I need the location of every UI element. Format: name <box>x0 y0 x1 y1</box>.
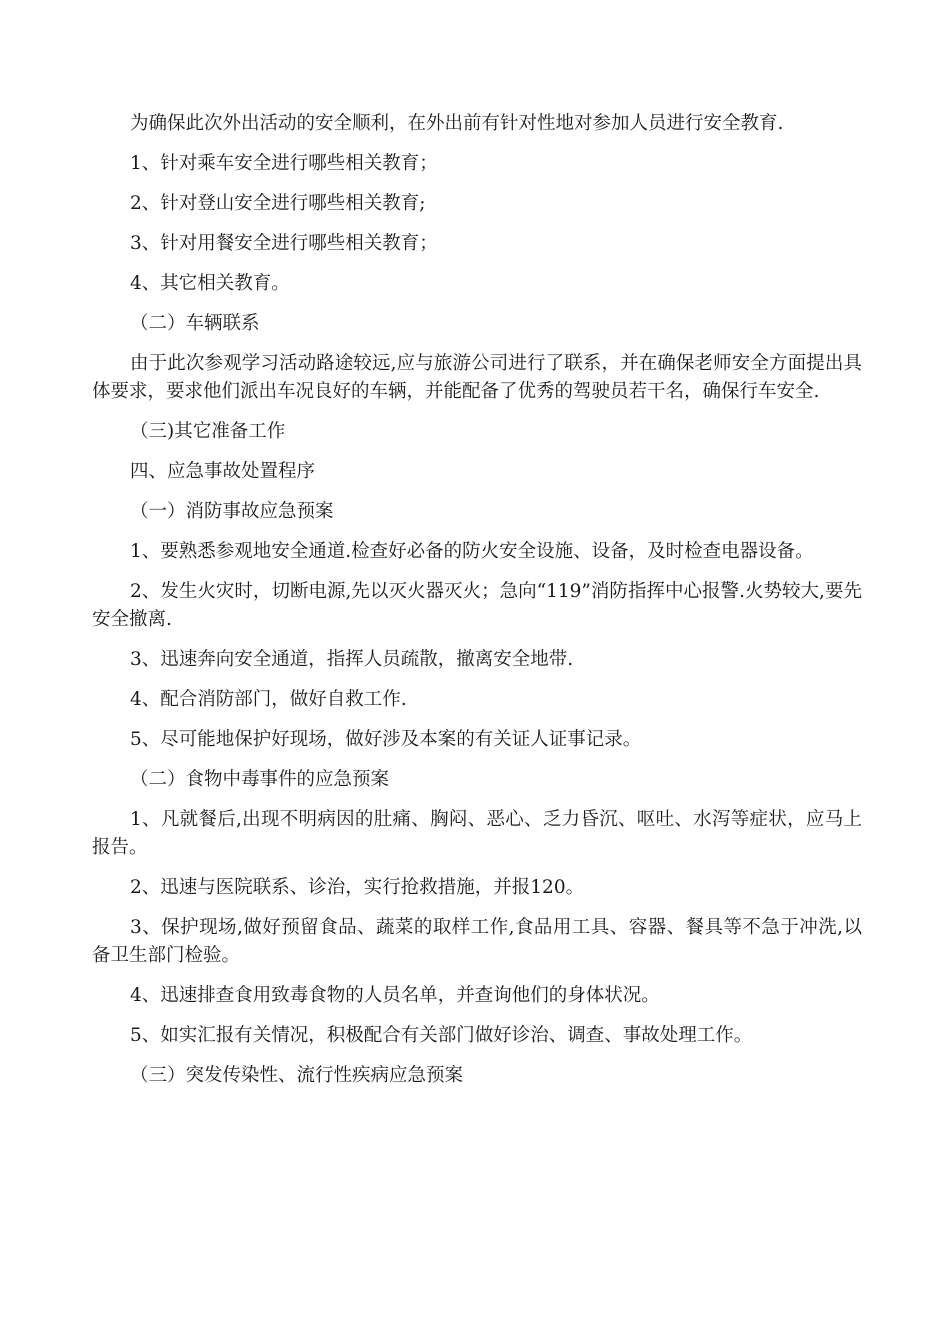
list-item-other-education: 4、其它相关教育。 <box>130 273 290 294</box>
section-heading-epidemic: （三）突发传染性、流行性疾病应急预案 <box>130 1065 464 1086</box>
list-item-dining-safety: 3、针对用餐安全进行哪些相关教育； <box>130 233 438 254</box>
list-item-fire-3: 3、迅速奔向安全通道，指挥人员疏散，撤离安全地带. <box>130 649 574 670</box>
list-item-fire-2: 2、发生火灾时，切断电源,先以灭火器灭火；急向“119”消防指挥中心报警.火势较大,要先安全撤离. <box>92 581 862 630</box>
list-item-food-4: 4、迅速排查食用致毒食物的人员名单，并查询他们的身体状况。 <box>130 985 660 1006</box>
list-item-fire-4: 4、配合消防部门，做好自救工作. <box>130 689 407 710</box>
paragraph-vehicle: 由于此次参观学习活动路途较远,应与旅游公司进行了联系，并在确保老师安全方面提出具体要求，要求他们派出车况良好的车辆，并能配备了优秀的驾驶员若干名，确保行车安全. <box>92 353 862 402</box>
section-heading-fire: （一）消防事故应急预案 <box>130 501 334 522</box>
list-item-fire-5: 5、尽可能地保护好现场，做好涉及本案的有关证人证事记录。 <box>130 729 642 750</box>
document-page <box>92 110 862 1102</box>
list-item-fire-1: 1、要熟悉参观地安全通道.检查好必备的防火安全设施、设备，及时检查电器设备。 <box>130 541 814 562</box>
list-item-food-3: 3、保护现场,做好预留食品、蔬菜的取样工作,食品用工具、容器、餐具等不急于冲洗,以备卫生部门检验。 <box>92 917 862 966</box>
list-item-food-5: 5、如实汇报有关情况，积极配合有关部门做好诊治、调查、事故处理工作。 <box>130 1025 753 1046</box>
section-heading-other-prep: （三)其它准备工作 <box>130 421 286 442</box>
paragraph-intro: 为确保此次外出活动的安全顺利，在外出前有针对性地对参加人员进行安全教育. <box>130 113 784 134</box>
list-item-food-2: 2、迅速与医院联系、诊治，实行抢救措施，并报120。 <box>130 877 585 898</box>
section-heading-food-poisoning: （二）食物中毒事件的应急预案 <box>130 769 390 790</box>
section-heading-vehicle: （二）车辆联系 <box>130 313 260 334</box>
list-item-bus-safety: 1、针对乘车安全进行哪些相关教育； <box>130 153 438 174</box>
list-item-food-1: 1、凡就餐后,出现不明病因的肚痛、胸闷、恶心、乏力昏沉、呕吐、水泻等症状，应马上报告。 <box>92 809 862 858</box>
section-heading-emergency: 四、应急事故处置程序 <box>130 461 316 482</box>
list-item-climbing-safety: 2、针对登山安全进行哪些相关教育; <box>130 193 426 214</box>
